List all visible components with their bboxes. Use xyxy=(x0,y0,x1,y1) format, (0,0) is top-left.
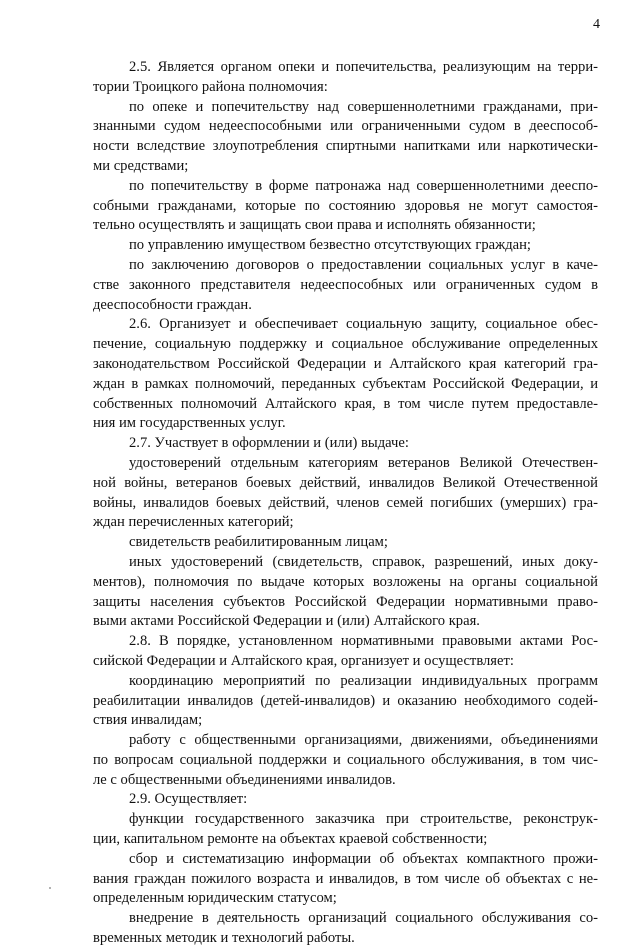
text-line: внедрение в деятельность организаций социального обслуживания со- xyxy=(129,910,598,927)
text-line: ции, капитальном ремонте на объектах краевой собственности; xyxy=(93,831,488,848)
text-line: войны, инвалидов боевых действий, членов семей погибших (умерших) гра- xyxy=(93,494,598,511)
text-line: 2.7. Участвует в оформлении и (или) выдаче: xyxy=(129,435,409,452)
text-line: по опеке и попечительству над совершеннолетними гражданами, при- xyxy=(129,98,598,115)
text-line: по вопросам социальной поддержки и социального обслуживания, в том чис- xyxy=(93,751,598,768)
text-line: тории Троицкого района полномочия: xyxy=(93,78,328,95)
text-line: 2.9. Осуществляет: xyxy=(129,791,248,808)
text-line: определенным юридическим статусом; xyxy=(93,890,337,907)
text-line: сийской Федерации и Алтайского края, организует и осуществляет: xyxy=(93,652,514,669)
text-line: дееспособности граждан. xyxy=(93,296,252,313)
text-line: свидетельств реабилитированным лицам; xyxy=(129,534,388,551)
text-line: тельно осуществлять и защищать свои права и исполнять обязанности; xyxy=(93,217,536,234)
text-line: функции государственного заказчика при строительстве, реконструк- xyxy=(129,811,598,828)
scan-speck xyxy=(49,887,51,889)
text-line: законодательством Российской Федерации и Алтайского края категорий гра- xyxy=(93,355,598,372)
text-line: вания граждан пожилого возраста и инвалидов, в том числе об объектах с не- xyxy=(93,870,598,887)
text-line: знанными судом недееспособными или ограниченными судом в дееспособ- xyxy=(93,118,598,135)
text-line: временных методик и технологий работы. xyxy=(93,930,355,947)
text-line: ми средствами; xyxy=(93,157,189,174)
text-line: защиты населения субъектов Российской Федерации нормативными право- xyxy=(93,593,598,610)
text-line: собными гражданами, которые по состоянию здоровья не могут самостоя- xyxy=(93,197,598,214)
text-line: реабилитации инвалидов (детей-инвалидов) и оказанию необходимого содей- xyxy=(93,692,598,709)
text-line: ждан в рамках полномочий, переданных субъектам Российской Федерации, и xyxy=(93,375,598,392)
text-line: ной войны, ветеранов боевых действий, инвалидов Великой Отечественной xyxy=(93,474,598,491)
text-line: выми актами Российской Федерации и (или) Алтайского края. xyxy=(93,613,480,630)
text-line: по управлению имуществом безвестно отсутствующих граждан; xyxy=(129,237,531,254)
text-line: сбор и систематизацию информации об объектах компактного прожи- xyxy=(129,850,598,867)
text-line: работу с общественными организациями, движениями, объединениями xyxy=(129,732,598,749)
text-line: по попечительству в форме патронажа над совершеннолетними дееспо- xyxy=(129,177,598,194)
text-line: ждан перечисленных категорий; xyxy=(93,514,294,531)
text-line: ности вследствие злоупотребления спиртными напитками или наркотически- xyxy=(93,138,598,155)
text-line: 2.6. Организует и обеспечивает социальную защиту, социальное обес- xyxy=(129,316,598,333)
text-line: 2.5. Является органом опеки и попечительства, реализующим на терри- xyxy=(129,59,598,75)
text-line: удостоверений отдельным категориям ветеранов Великой Отечествен- xyxy=(129,454,598,471)
document-body xyxy=(93,58,598,949)
text-line: по заключению договоров о предоставлении социальных услуг в каче- xyxy=(129,256,598,273)
text-line: 2.8. В порядке, установленном нормативными правовыми актами Рос- xyxy=(129,633,598,650)
text-line: ния им государственных услуг. xyxy=(93,415,286,432)
text-line: ле с общественными объединениями инвалидов. xyxy=(93,771,396,788)
text-line: стве законного представителя недееспособных или ограниченных судом в xyxy=(93,276,598,293)
text-line: собственных полномочий Алтайского края, в том числе путем предоставле- xyxy=(93,395,598,412)
text-line: ментов), полномочия по выдаче которых возложены на органы социальной xyxy=(93,573,598,590)
text-line: печение, социальную поддержку и социальное обслуживание определенных xyxy=(93,336,598,353)
page-number: 4 xyxy=(593,17,600,32)
text-line: иных удостоверений (свидетельств, справок, разрешений, иных доку- xyxy=(129,553,598,570)
text-line: ствия инвалидам; xyxy=(93,712,203,729)
text-line: координацию мероприятий по реализации индивидуальных программ xyxy=(129,672,598,689)
